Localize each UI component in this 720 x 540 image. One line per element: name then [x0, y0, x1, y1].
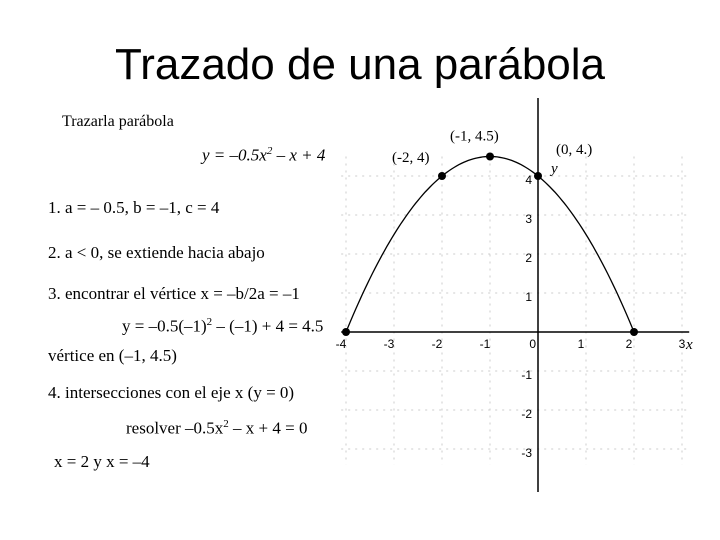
step-4-solve: resolver $-0.5x^2 - x + 4 = 0$ [126, 418, 308, 438]
step-1: 1. a = – 0.5, b = –1, c = 4 [48, 198, 220, 217]
y-tick-label: -2 [521, 407, 532, 421]
y-tick-label: 4 [525, 173, 532, 187]
x-axis-label: x [686, 337, 693, 353]
x-intercept-point [342, 328, 350, 336]
parabola-curve [346, 157, 634, 333]
axes [336, 98, 693, 492]
x-tick-label: -4 [335, 337, 347, 351]
point-label: (-2, 4) [392, 150, 430, 166]
x-tick-label: 2 [625, 337, 633, 351]
step-3-vertex: vértice en (–1, 4.5) [48, 346, 177, 365]
x-tick-label: -2 [431, 337, 443, 351]
labeled-point [534, 172, 542, 180]
x-tick-label: -1 [479, 337, 491, 351]
y-tick-label: -1 [521, 368, 532, 382]
y-tick-label: 1 [525, 290, 532, 304]
labeled-point [438, 172, 446, 180]
y-axis-label: y [551, 161, 558, 177]
x-tick-label: 3 [678, 337, 686, 351]
subtitle: Trazarla parábola [62, 113, 174, 130]
y-tick-label: 3 [525, 212, 532, 226]
slide-title: Trazado de una parábola [114, 40, 606, 89]
labeled-point [486, 153, 494, 161]
equation: $y = -0.5x^2 - x + 4$ [202, 145, 326, 165]
point-label: (0, 4.) [556, 142, 593, 158]
point-label: (-1, 4.5) [450, 128, 499, 145]
step-4: 4. intersecciones con el eje x (y = 0) [48, 383, 295, 402]
x-tick-label: 0 [529, 337, 536, 351]
grid [341, 157, 689, 465]
step-3-y-value: $y = -0.5(-1)^2 - (-1) + 4 = 4.5$ [122, 316, 324, 336]
step-2: 2. a < 0, se extiende hacia abajo [48, 243, 265, 262]
x-tick-label: -3 [383, 337, 395, 351]
y-tick-label: -3 [521, 446, 532, 460]
step-4-roots: x = 2 y x = –4 [54, 452, 150, 471]
x-intercept-point [630, 328, 638, 336]
parabola-line [346, 157, 634, 333]
step-3: 3. encontrar el vértice x = –b/2a = –1 [48, 284, 300, 303]
y-tick-label: 2 [525, 251, 532, 265]
x-tick-label: 1 [577, 337, 585, 351]
